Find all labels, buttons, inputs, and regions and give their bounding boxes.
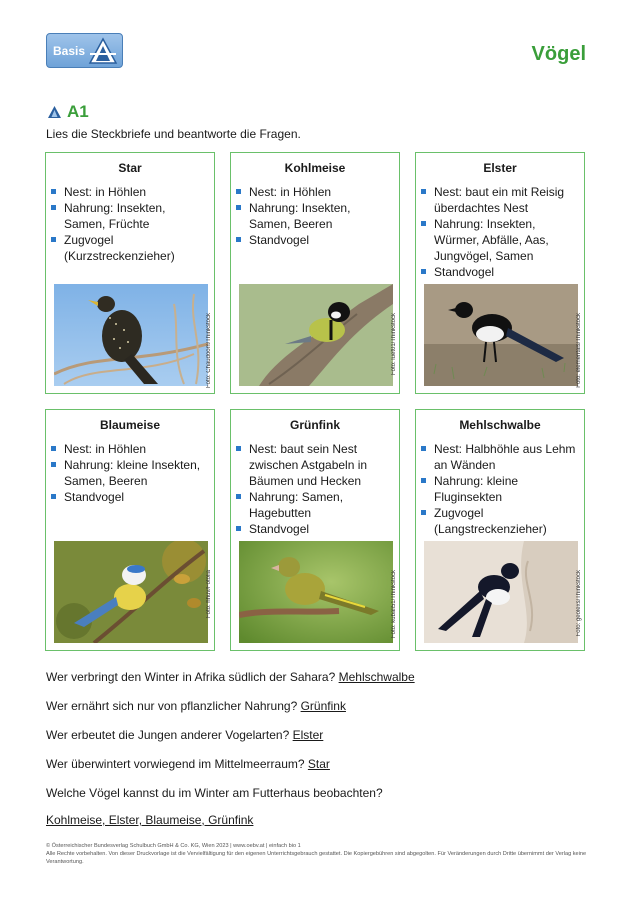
page-title: Vögel: [531, 43, 586, 65]
fact-item: Standvogel: [235, 521, 395, 537]
fact-item: Nahrung: Insekten, Samen, Früchte: [50, 200, 210, 232]
question-row: [46, 757, 330, 771]
fact-item: Nahrung: Insekten, Würmer, Abfälle, Aas, Jungvögel, Samen: [420, 216, 580, 264]
fact-list: [50, 184, 210, 264]
fact-item: Zugvogel (Langstreckenzieher): [420, 505, 580, 537]
fact-item: Nahrung: Insekten, Samen, Beeren: [235, 200, 395, 232]
question-text: Welche Vögel kannst du im Winter am Futterhaus beobachten?: [46, 786, 383, 800]
card-title: Kohlmeise: [284, 161, 346, 175]
task-label: A1: [67, 102, 89, 121]
gruenfink-photo: [239, 541, 393, 643]
fact-item: Nest: baut ein mit Reisig überdachtes Nest: [420, 184, 580, 216]
bird-card-kohlmeise: [230, 152, 400, 394]
triangle-logo-icon: [88, 37, 118, 65]
blaumeise-photo: [54, 541, 208, 643]
question-row: [46, 728, 323, 742]
question-text: Wer überwintert vorwiegend im Mittelmeerraum?: [46, 757, 305, 771]
fact-item: Nest: baut sein Nest zwischen Astgabeln in Bäumen und Hecken: [235, 441, 395, 489]
star-photo: [54, 284, 208, 386]
fact-list: [420, 184, 580, 280]
answer-text: Kohlmeise, Elster, Blaumeise, Grünfink: [46, 813, 254, 827]
fact-item: Nest: in Höhlen: [50, 441, 210, 457]
logo-text: Basis: [53, 44, 86, 58]
photo-credit: Foto: luet01/Thinkstock: [391, 313, 397, 376]
question-row: [46, 786, 383, 800]
bird-card-star: [45, 152, 215, 394]
mehlschwalbe-photo: [424, 541, 578, 643]
question-text: Wer ernährt sich nur von pflanzlicher Nahrung?: [46, 699, 298, 713]
photo-credit: Foto: Chaudoom/Thinkstock: [206, 313, 212, 389]
footer-copyright: © Österreichischer Bundesverlag Schulbuch GmbH & Co. KG, Wien 2023 | www.oebv.at | einfach bio 1: [46, 843, 301, 849]
fact-item: Nahrung: kleine Fluginsekten: [420, 473, 580, 505]
answer-text: Grünfink: [300, 699, 346, 713]
card-title: Grünfink: [290, 418, 340, 432]
bird-card-mehlschwalbe: [415, 409, 585, 651]
fact-item: Nest: in Höhlen: [50, 184, 210, 200]
fact-list: [420, 441, 580, 537]
answer-text: Star: [307, 757, 330, 771]
question-text: Wer verbringt den Winter in Afrika südlich der Sahara?: [46, 670, 336, 684]
answer-row: [46, 813, 253, 827]
fact-item: Nahrung: Samen, Hagebutten: [235, 489, 395, 521]
card-title: Mehlschwalbe: [459, 418, 541, 432]
task-instruction: Lies die Steckbriefe und beantworte die Fragen.: [46, 127, 301, 141]
card-title: Blaumeise: [99, 418, 161, 432]
question-text: Wer erbeutet die Jungen anderer Vogelarten?: [46, 728, 290, 742]
kohlmeise-photo: [239, 284, 393, 386]
fact-list: [235, 184, 395, 248]
fact-item: Standvogel: [420, 264, 580, 280]
photo-credit: Foto: hhuv/Fotolia: [206, 570, 212, 619]
task-heading: [48, 102, 89, 122]
elster-photo: [424, 284, 578, 386]
card-title: Elster: [483, 161, 517, 175]
fact-item: Standvogel: [235, 232, 395, 248]
photo-credit: Foto: elementals/Thinkstock: [576, 313, 582, 388]
footer: [46, 842, 594, 866]
photo-credit: Foto: geolexs/Thinkstock: [576, 570, 582, 637]
answer-text: Elster: [292, 728, 324, 742]
footer-rights: Alle Rechte vorbehalten. Von dieser Druckvorlage ist die Vervielfältigung für den eigenen Unterrichtsgebrauch gestattet. Die Kopiergebühren sind abgegolten. Für Veränderungen durch Dritte übernimmt der Verlag keine Verantwortung.: [46, 851, 587, 865]
question-row: [46, 699, 346, 713]
fact-item: Standvogel: [50, 489, 210, 505]
bird-card-blaumeise: [45, 409, 215, 651]
pyramid-icon: [48, 106, 61, 118]
bird-card-elster: [415, 152, 585, 394]
answer-text: Mehlschwalbe: [338, 670, 415, 684]
fact-list: [235, 441, 395, 537]
fact-list: [50, 441, 210, 505]
card-title: Star: [118, 161, 142, 175]
fact-item: Zugvogel (Kurzstreckenzieher): [50, 232, 210, 264]
bird-card-gruenfink: [230, 409, 400, 651]
question-row: [46, 670, 415, 684]
fact-item: Nahrung: kleine Insekten, Samen, Beeren: [50, 457, 210, 489]
fact-item: Nest: in Höhlen: [235, 184, 395, 200]
fact-item: Nest: Halbhöhle aus Lehm an Wänden: [420, 441, 580, 473]
basis-logo: [46, 33, 123, 68]
photo-credit: Foto: kubali51/Thinkstock: [391, 570, 397, 639]
